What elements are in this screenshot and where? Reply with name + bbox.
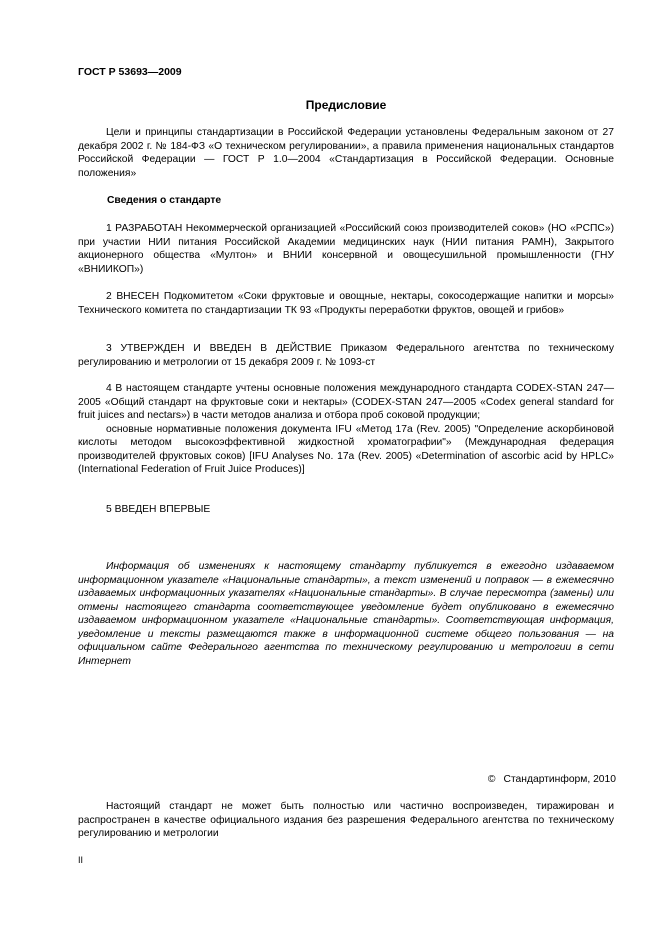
item-3 <box>78 342 614 369</box>
copyright-symbol: © <box>487 774 496 785</box>
item-2-text: 2 ВНЕСЕН Подкомитетом «Соки фруктовые и овощные, нектары, сокосодержащие напитки и морсы» Технического комитета по стандартизации ТК 93 «Продукты переработки фруктов, овощей и грибов» <box>78 291 614 316</box>
reproduction-notice-text: Настоящий стандарт не может быть полностью или частично воспроизведен, тиражирован и распространен в качестве официального издания без разрешения Федерального агентства по техническому регулированию и метрологии <box>78 801 614 839</box>
item-4-text: 4 В настоящем стандарте учтены основные положения международного стандарта CODEX-STAN 247—2005 «Общий стандарт на фруктовые соки и нектары» (CODEX-STAN 247—2005 «Codex general standard for fruit juices and nectars») в части методов анализа и отбора проб соковой продукции; <box>78 383 614 421</box>
item-2 <box>78 290 614 317</box>
item-5 <box>78 503 614 517</box>
intro-text: Цели и принципы стандартизации в Российской Федерации установлены Федеральным законом от 27 декабря 2002 г. № 184-ФЗ «О техническом регулировании», а правила применения национальных стандартов Российской Федерации — ГОСТ Р 1.0—2004 «Стандартизация в Российской Федерации. Основные положения» <box>78 127 614 179</box>
page-title: Предисловие <box>305 98 387 112</box>
reproduction-notice <box>78 800 614 841</box>
intro-paragraph <box>78 126 614 180</box>
item-1 <box>78 222 614 276</box>
item-4-continuation: основные нормативные положения документа IFU «Метод 17а (Rev. 2005) "Определение аскорбиновой кислоты методом высокоэффективной жидкостной хроматографии"» (Международная федерация производителей фруктовых соков) [IFU Analyses No. 17a (Rev. 2005) «Determination of ascorbic acid by HPLC» (International Federation of Fruit Juice Produces)] <box>78 423 614 475</box>
changes-notice-text: Информация об изменениях к настоящему стандарту публикуется в ежегодно издаваемом информационном указателе «Национальные стандарты», а текст изменений и поправок — в ежемесячно издаваемых информационных указателях «Национальные стандарты». В случае пересмотра (замены) или отмены настоящего стандарта соответствующее уведомление будет опубликовано в ежемесячно издаваемом информационном указателе «Национальные стандарты». Соответствующая информация, уведомление и тексты размещаются также в информационной системе общего пользования — на официальном сайте Федерального агентства по техническому регулированию и метрологии в сети Интернет <box>78 561 614 667</box>
copyright-text: Стандартинформ, 2010 <box>503 774 616 785</box>
item-4 <box>78 382 614 477</box>
copyright-line <box>470 773 616 787</box>
item-5-text: 5 ВВЕДЕН ВПЕРВЫЕ <box>106 504 211 515</box>
changes-notice <box>78 560 614 668</box>
item-3-text: 3 УТВЕРЖДЕН И ВВЕДЕН В ДЕЙСТВИЕ Приказом Федерального агентства по техническому регулированию и метрологии от 15 декабря 2009 г. № 1093-ст <box>78 343 614 368</box>
document-number-header: ГОСТ Р 53693—2009 <box>78 66 182 78</box>
item-1-text: 1 РАЗРАБОТАН Некоммерческой организацией «Российский союз производителей соков» (НО «РСПС») при участии НИИ питания Российской Академии медицинских наук (НИИ питания РАМН), Закрытого акционерного общества «Мултон» и ВНИИ консервной и овощесушильной промышленности (ГНУ «ВНИИКОП») <box>78 223 614 275</box>
page-number: II <box>78 855 84 865</box>
section-heading: Сведения о стандарте <box>107 195 222 206</box>
